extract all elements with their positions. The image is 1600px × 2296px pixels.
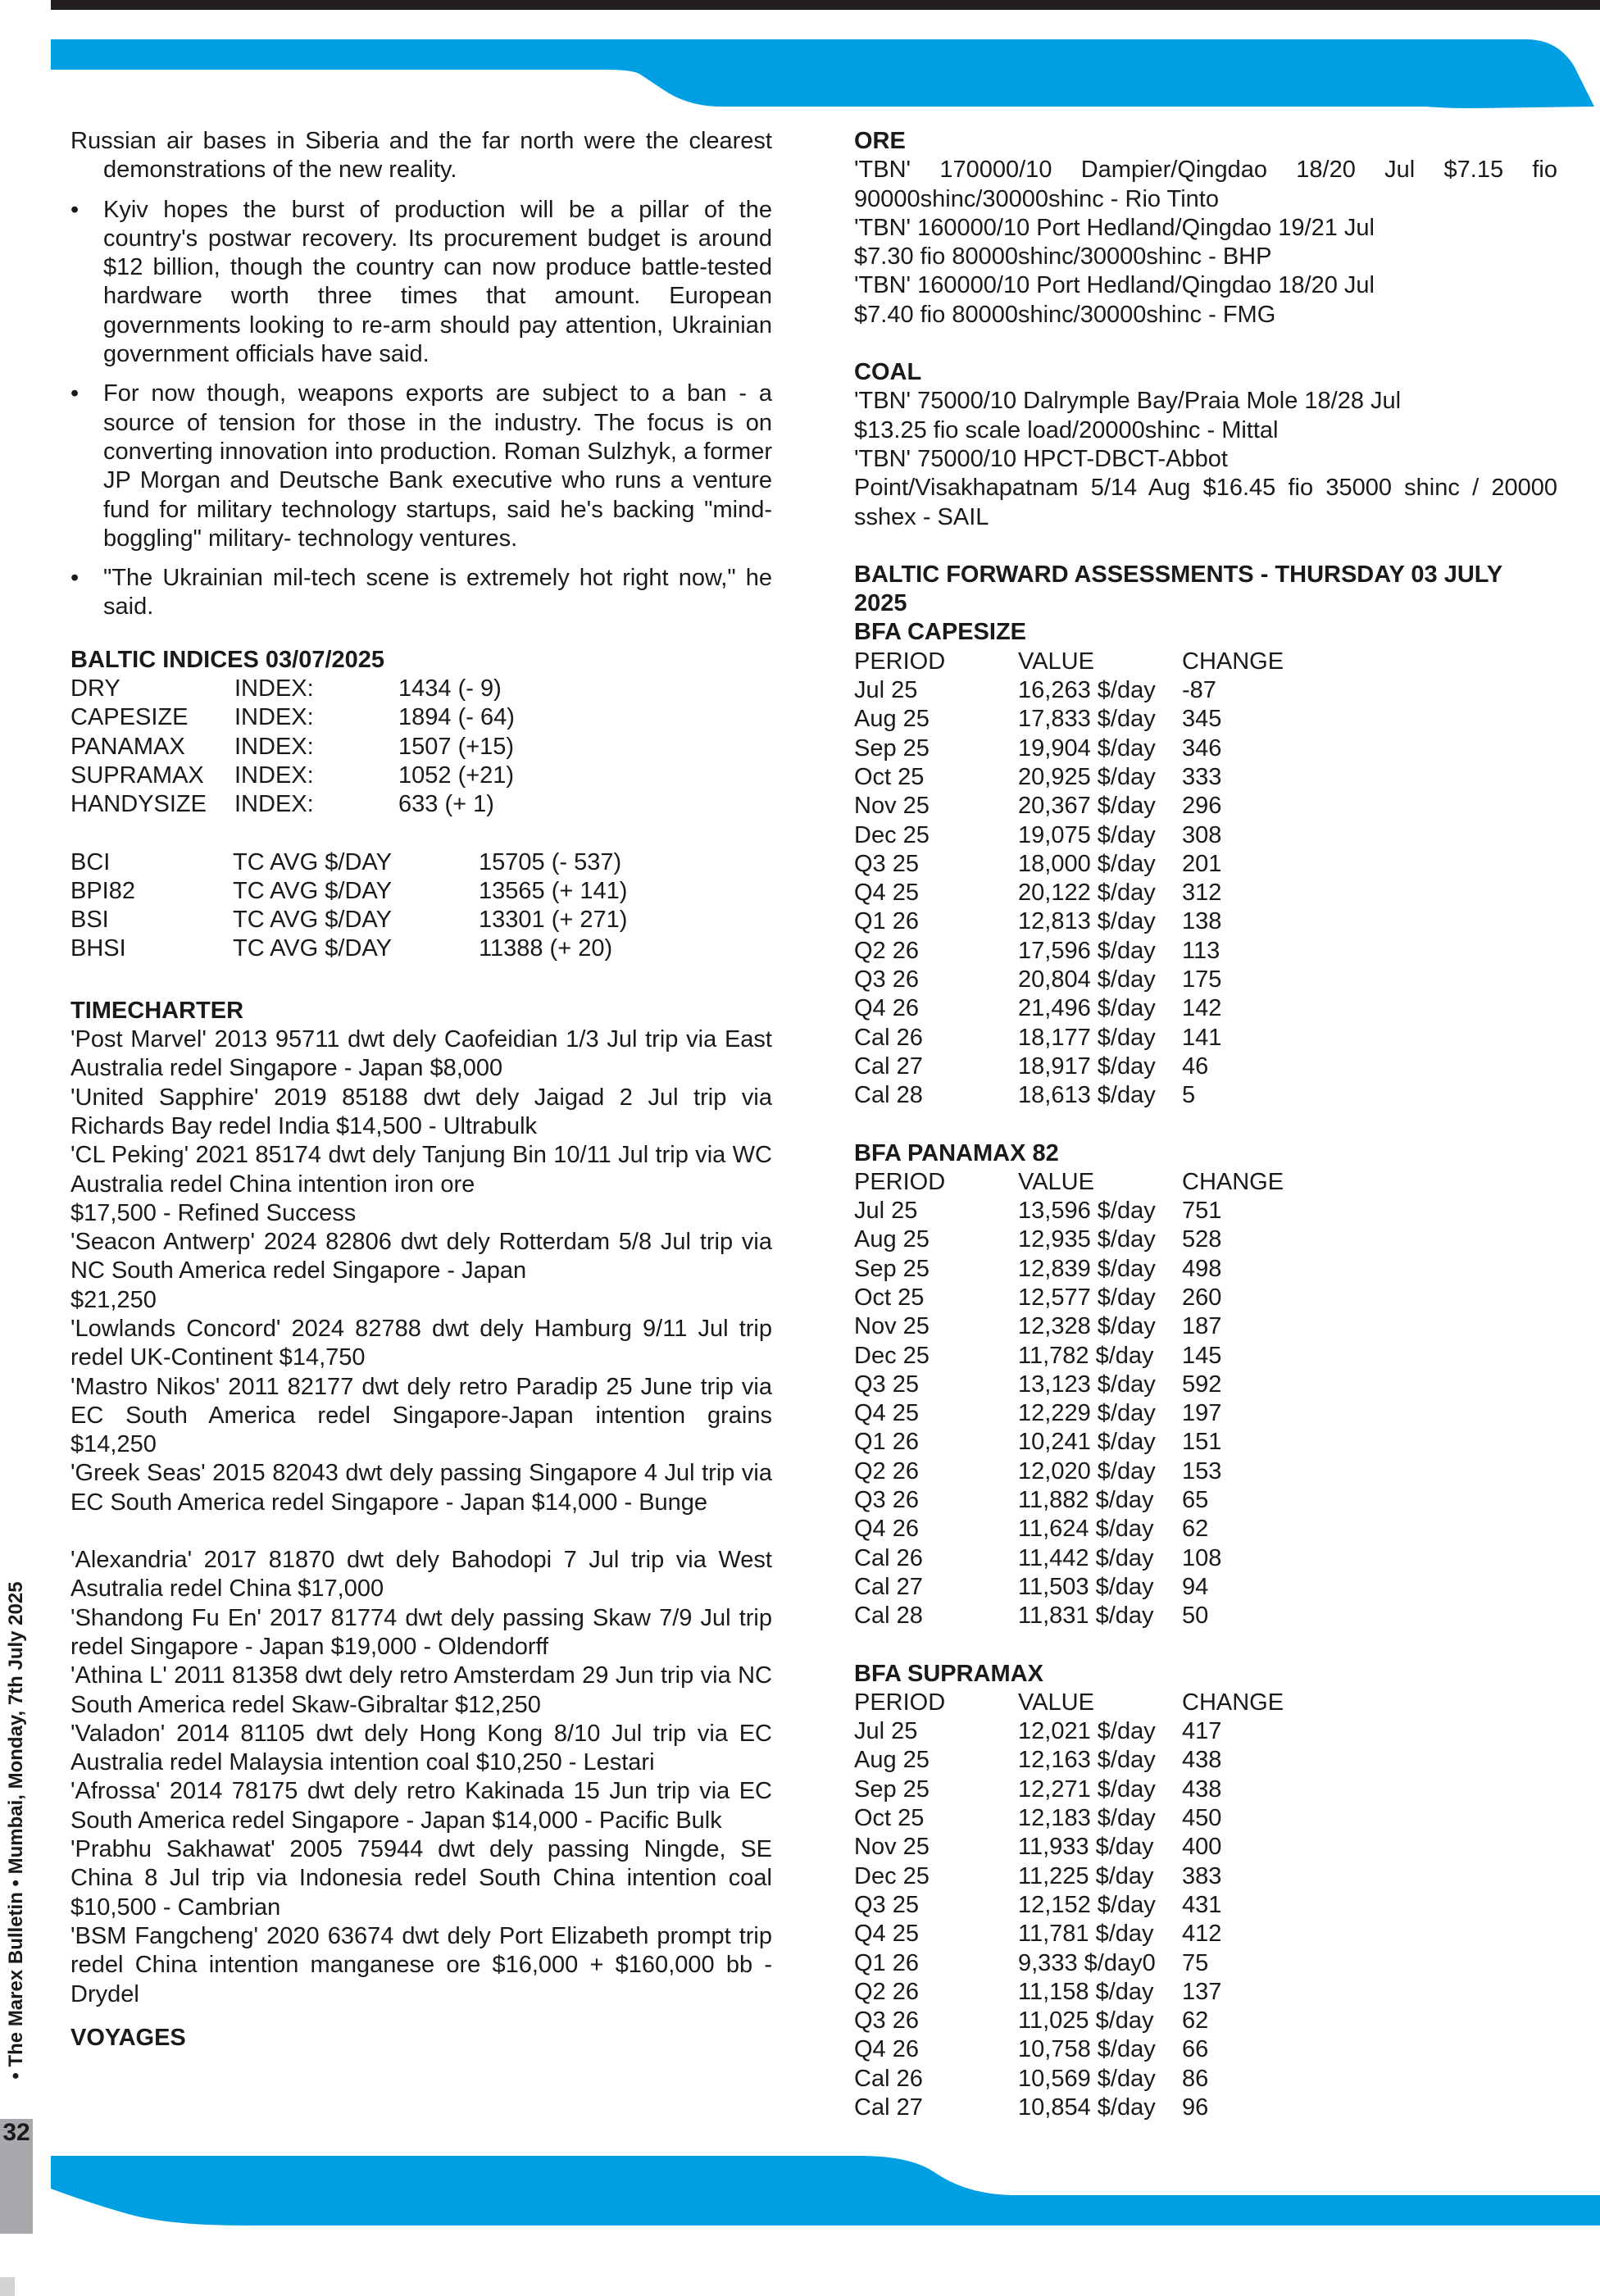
bfa-cell-value: 11,503 $/day [1018, 1573, 1154, 1600]
bfa-cell-value: 13,596 $/day [1018, 1198, 1156, 1225]
coal-line: Point/Visakhapatnam 5/14 Aug $16.45 fio 35000 shinc / 20000 sshex - SAIL [854, 475, 1557, 530]
bfa-cell-change: 96 [1182, 2094, 1209, 2121]
index-name: SUPRAMAX [70, 762, 204, 789]
tc-value: 15705 (- 537) [479, 848, 622, 875]
bfa-cell-change: 438 [1182, 1775, 1222, 1803]
tc-label: TC AVG $/DAY [233, 848, 392, 875]
bfa-header-period: PERIOD [854, 1168, 946, 1195]
footer-band [0, 2148, 1600, 2230]
bfa-cell-period: Jul 25 [854, 677, 918, 704]
bfa-cell-value: 20,804 $/day [1018, 966, 1156, 993]
bfa-cell-value: 18,000 $/day [1018, 850, 1156, 877]
voyages-title: VOYAGES [70, 2024, 186, 2051]
bfa-cell-value: 12,935 $/day [1018, 1226, 1156, 1253]
bfa-cell-value: 11,882 $/day [1018, 1487, 1154, 1514]
bfa-cell-value: 12,163 $/day [1018, 1747, 1156, 1774]
bfa-cell-value: 11,225 $/day [1018, 1862, 1154, 1889]
bfa-cell-value: 11,933 $/day [1018, 1834, 1154, 1861]
bfa-section-title: BFA SUPRAMAX [854, 1660, 1043, 1687]
bfa-cell-period: Q4 25 [854, 1921, 919, 1948]
tc-index-name: BSI [70, 907, 109, 934]
bfa-cell-period: Cal 27 [854, 1053, 923, 1080]
tc-value: 13565 (+ 141) [479, 877, 628, 904]
bfa-cell-change: 138 [1182, 908, 1222, 935]
index-name: PANAMAX [70, 733, 185, 760]
index-value: 1507 (+15) [398, 733, 515, 760]
bfa-cell-value: 12,021 $/day [1018, 1718, 1156, 1745]
bfa-cell-period: Q1 26 [854, 1429, 919, 1456]
timecharter-fixtures [70, 1025, 772, 2009]
bfa-spacer [854, 1111, 1557, 1139]
tc-index-name: BPI82 [70, 877, 135, 904]
bfa-cell-value: 11,781 $/day [1018, 1921, 1154, 1948]
bfa-cell-change: 383 [1182, 1862, 1222, 1889]
bfa-header-change: CHANGE [1182, 1168, 1284, 1195]
bfa-cell-value: 16,263 $/day [1018, 677, 1156, 704]
bfa-cell-change: 346 [1182, 734, 1222, 762]
bfa-cell-value: 10,854 $/day [1018, 2094, 1156, 2121]
bfa-cell-period: Q3 25 [854, 1891, 919, 1918]
bfa-cell-period: Q1 26 [854, 908, 919, 935]
bfa-cell-value: 12,328 $/day [1018, 1313, 1156, 1340]
timecharter-title: TIMECHARTER [70, 997, 244, 1024]
bullet-item: • For now though, weapons exports are subject to a ban - a source of tension for those in the industry. The focus is on converting innovation into production. Roman Sulzhyk, a former JP Morgan and Deutsche Bank executive who runs a venture fund for military technology startups, said he's backing "mind-boggling" military- technology ventures. [70, 380, 772, 553]
bfa-cell-period: Q4 26 [854, 1516, 919, 1543]
bfa-cell-period: Cal 28 [854, 1603, 923, 1630]
bfa-cell-change: 498 [1182, 1255, 1222, 1282]
ore-fixtures [854, 156, 1557, 330]
bfa-spacer [854, 1631, 1557, 1660]
bfa-section-title: BFA PANAMAX 82 [854, 1139, 1059, 1166]
bfa-cell-value: 10,241 $/day [1018, 1429, 1156, 1456]
fixture-spacer [70, 1517, 772, 1546]
fixture-line: 'BSM Fangcheng' 2020 63674 dwt dely Port Elizabeth prompt trip redel China intention manganese ore $16,000 + $160,000 bb - Drydel [70, 1922, 772, 2007]
bfa-cell-period: Oct 25 [854, 763, 925, 790]
bullet-list [70, 196, 772, 622]
bullet-item: • Kyiv hopes the burst of production will be a pillar of the country's postwar recovery. Its procurement budget is around $12 billion, though the country can now produce battle-tested hardware worth three times that amount. European governments looking to re-arm should pay attention, Ukrainian government officials have said. [70, 196, 772, 370]
bfa-title: BALTIC FORWARD ASSESSMENTS - THURSDAY 03 JULY 2025 [854, 561, 1502, 617]
index-label: INDEX: [234, 791, 314, 818]
top-rule [51, 0, 1600, 10]
bfa-cell-change: 312 [1182, 880, 1222, 907]
fixture-line: 'Shandong Fu En' 2017 81774 dwt dely passing Skaw 7/9 Jul trip redel Singapore - Japan $19,000 - Oldendorff [70, 1604, 772, 1660]
left-column [70, 127, 772, 2053]
bfa-cell-change: 65 [1182, 1487, 1209, 1514]
fixture-line: 'Mastro Nikos' 2011 82177 dwt dely retro Paradip 25 June trip via EC South America redel Singapore-Japan intention grains $14,250 [70, 1373, 772, 1458]
bfa-cell-change: 62 [1182, 1516, 1209, 1543]
coal-line: 'TBN' 75000/10 Dalrymple Bay/Praia Mole 18/28 Jul [854, 388, 1402, 415]
index-value: 1894 (- 64) [398, 704, 515, 731]
bfa-cell-change: 137 [1182, 1978, 1222, 2005]
bfa-cell-period: Q2 26 [854, 1457, 919, 1484]
ore-line: 'TBN' 170000/10 Dampier/Qingdao 18/20 Jul $7.15 fio 90000shinc/30000shinc - Rio Tinto [854, 157, 1557, 212]
bfa-cell-value: 17,833 $/day [1018, 706, 1156, 733]
bfa-cell-period: Aug 25 [854, 1226, 930, 1253]
bfa-cell-period: Jul 25 [854, 1198, 918, 1225]
bfa-cell-change: 153 [1182, 1457, 1222, 1484]
coal-fixtures [854, 387, 1557, 531]
bfa-sections [854, 618, 1557, 2122]
fixture-line: 'Afrossa' 2014 78175 dwt dely retro Kakinada 15 Jun trip via EC South America redel Singapore - Japan $14,000 - Pacific Bulk [70, 1778, 772, 1834]
bfa-cell-change: 113 [1182, 937, 1220, 964]
tc-label: TC AVG $/DAY [233, 907, 392, 934]
fixture-line: 'Seacon Antwerp' 2024 82806 dwt dely Rotterdam 5/8 Jul trip via NC South America redel Singapore - Japan [70, 1229, 772, 1284]
tc-label: TC AVG $/DAY [233, 935, 392, 962]
bfa-cell-period: Cal 26 [854, 1544, 923, 1571]
tc-index-name: BCI [70, 848, 111, 875]
bfa-cell-period: Sep 25 [854, 1255, 930, 1282]
bfa-cell-value: 11,025 $/day [1018, 2007, 1154, 2035]
bfa-cell-period: Q4 25 [854, 880, 919, 907]
bfa-cell-change: 260 [1182, 1284, 1222, 1311]
ore-title: ORE [854, 128, 906, 154]
bfa-cell-period: Cal 27 [854, 1573, 923, 1600]
bfa-cell-change: 66 [1182, 2036, 1209, 2063]
bfa-cell-value: 19,075 $/day [1018, 821, 1156, 848]
bfa-cell-value: 12,020 $/day [1018, 1457, 1156, 1484]
coal-line: 'TBN' 75000/10 HPCT-DBCT-Abbot [854, 445, 1228, 472]
bfa-cell-period: Q4 26 [854, 2036, 919, 2063]
bfa-cell-change: 296 [1182, 793, 1222, 820]
bfa-cell-period: Jul 25 [854, 1718, 918, 1745]
bfa-cell-value: 12,229 $/day [1018, 1400, 1156, 1427]
bfa-cell-value: 18,917 $/day [1018, 1053, 1156, 1080]
ore-line: 'TBN' 160000/10 Port Hedland/Qingdao 19/21 Jul [854, 214, 1375, 241]
intro-paragraph: Russian air bases in Siberia and the far north were the clearest demonstrations of the new reality. [70, 128, 772, 184]
tc-value: 11388 (+ 20) [479, 935, 613, 962]
index-value: 1052 (+21) [398, 762, 515, 789]
bfa-cell-change: 145 [1182, 1342, 1222, 1369]
tc-label: TC AVG $/DAY [233, 877, 392, 904]
bfa-cell-period: Dec 25 [854, 1342, 930, 1369]
bfa-cell-change: 175 [1182, 966, 1222, 993]
fixture-line: 'Greek Seas' 2015 82043 dwt dely passing Singapore 4 Jul trip via EC South America redel Singapore - Japan $14,000 - Bunge [70, 1460, 772, 1516]
bfa-cell-change: 751 [1182, 1198, 1222, 1225]
page-number: 32 [2, 2119, 30, 2146]
ore-line: 'TBN' 160000/10 Port Hedland/Qingdao 18/20 Jul [854, 272, 1375, 299]
bfa-cell-change: 592 [1182, 1371, 1222, 1398]
bfa-cell-value: 11,158 $/day [1018, 1978, 1154, 2005]
bfa-cell-period: Sep 25 [854, 734, 930, 762]
bfa-cell-change: 412 [1182, 1921, 1222, 1948]
bfa-header-value: VALUE [1018, 1689, 1094, 1716]
bfa-cell-value: 11,831 $/day [1018, 1603, 1154, 1630]
bfa-cell-value: 18,177 $/day [1018, 1024, 1156, 1051]
corner-mark [0, 2277, 15, 2296]
bfa-cell-change: 528 [1182, 1226, 1222, 1253]
bfa-cell-period: Q3 25 [854, 1371, 919, 1398]
fixture-line: 'Athina L' 2011 81358 dwt dely retro Amsterdam 29 Jun trip via NC South America redel Skaw-Gibraltar $12,250 [70, 1662, 772, 1718]
fixture-line: 'Valadon' 2014 81105 dwt dely Hong Kong 8/10 Jul trip via EC Australia redel Malaysia intention coal $10,250 - Lestari [70, 1720, 772, 1776]
bfa-cell-period: Q4 25 [854, 1400, 919, 1427]
bfa-cell-value: 20,925 $/day [1018, 763, 1156, 790]
bfa-cell-period: Q3 26 [854, 1487, 919, 1514]
right-column [854, 127, 1557, 2122]
index-name: DRY [70, 675, 120, 702]
fixture-line: $17,500 - Refined Success [70, 1199, 357, 1226]
index-label: INDEX: [234, 762, 314, 789]
tc-value: 13301 (+ 271) [479, 907, 628, 934]
bfa-cell-change: 46 [1182, 1053, 1209, 1080]
index-name: CAPESIZE [70, 704, 189, 731]
bfa-cell-change: 400 [1182, 1834, 1222, 1861]
bfa-cell-period: Cal 28 [854, 1082, 923, 1109]
bfa-cell-change: 333 [1182, 763, 1222, 790]
bfa-cell-period: Q1 26 [854, 1949, 919, 1976]
bfa-header-change: CHANGE [1182, 648, 1284, 675]
bfa-header-value: VALUE [1018, 648, 1094, 675]
bfa-table [854, 1689, 1557, 2122]
index-value: 1434 (- 9) [398, 675, 502, 702]
baltic-indices-table [70, 675, 772, 819]
bfa-cell-value: 11,782 $/day [1018, 1342, 1154, 1369]
bfa-cell-value: 13,123 $/day [1018, 1371, 1156, 1398]
bfa-cell-change: 142 [1182, 995, 1222, 1022]
bfa-cell-change: 141 [1182, 1024, 1222, 1051]
header-band [0, 33, 1600, 115]
bfa-cell-value: 10,569 $/day [1018, 2065, 1156, 2092]
bfa-table [854, 648, 1557, 1111]
bfa-cell-value: 10,758 $/day [1018, 2036, 1156, 2063]
bfa-cell-value: 11,624 $/day [1018, 1516, 1154, 1543]
bfa-cell-change: 94 [1182, 1573, 1209, 1600]
bfa-header-value: VALUE [1018, 1168, 1094, 1195]
bfa-cell-change: 86 [1182, 2065, 1209, 2092]
bfa-cell-period: Cal 26 [854, 2065, 923, 2092]
bfa-cell-period: Q3 26 [854, 966, 919, 993]
bfa-cell-period: Aug 25 [854, 706, 930, 733]
bfa-cell-value: 12,152 $/day [1018, 1891, 1156, 1918]
bfa-cell-period: Dec 25 [854, 1862, 930, 1889]
bfa-cell-change: 62 [1182, 2007, 1209, 2035]
bfa-cell-period: Nov 25 [854, 1834, 930, 1861]
bfa-cell-period: Cal 27 [854, 2094, 923, 2121]
bfa-cell-value: 12,577 $/day [1018, 1284, 1156, 1311]
bullet-item: • "The Ukrainian mil-tech scene is extremely hot right now," he said. [70, 564, 772, 622]
bfa-cell-period: Q4 26 [854, 995, 919, 1022]
fixture-line: 'United Sapphire' 2019 85188 dwt dely Jaigad 2 Jul trip via Richards Bay redel India $14,500 - Ultrabulk [70, 1084, 772, 1139]
bfa-cell-value: 11,442 $/day [1018, 1544, 1154, 1571]
index-label: INDEX: [234, 675, 314, 702]
bfa-cell-value: 19,904 $/day [1018, 734, 1156, 762]
bfa-cell-period: Q3 25 [854, 850, 919, 877]
index-label: INDEX: [234, 704, 314, 731]
spine-text: • The Marex Bulletin • Mumbai, Monday, 7th July 2025 [5, 1581, 27, 2080]
bfa-cell-period: Q3 26 [854, 2007, 919, 2035]
fixture-line: 'Alexandria' 2017 81870 dwt dely Bahodopi 7 Jul trip via West Asutralia redel China $17,000 [70, 1547, 772, 1603]
fixture-line: 'CL Peking' 2021 85174 dwt dely Tanjung Bin 10/11 Jul trip via WC Australia redel China intention iron ore [70, 1142, 772, 1198]
index-name: HANDYSIZE [70, 791, 207, 818]
index-value: 633 (+ 1) [398, 791, 494, 818]
bfa-cell-period: Nov 25 [854, 1313, 930, 1340]
fixture-line: 'Prabhu Sakhawat' 2005 75944 dwt dely passing Ningde, SE China 8 Jul trip via Indonesia redel South China intention coal $10,500 - Cambrian [70, 1836, 772, 1921]
bfa-cell-change: 50 [1182, 1603, 1209, 1630]
baltic-indices-title: BALTIC INDICES 03/07/2025 [70, 646, 385, 673]
bfa-cell-change: 438 [1182, 1747, 1222, 1774]
bfa-cell-change: 197 [1182, 1400, 1222, 1427]
bfa-cell-change: 201 [1182, 850, 1222, 877]
bfa-section-title: BFA CAPESIZE [854, 619, 1027, 646]
bfa-cell-value: 9,333 $/day0 [1018, 1949, 1156, 1976]
bfa-cell-value: 12,839 $/day [1018, 1255, 1156, 1282]
bfa-cell-change: 431 [1182, 1891, 1222, 1918]
bfa-cell-value: 12,183 $/day [1018, 1805, 1156, 1832]
bfa-cell-period: Nov 25 [854, 793, 930, 820]
spine-credit [0, 1544, 33, 2117]
fixture-line: $21,250 [70, 1286, 157, 1313]
bfa-cell-change: 308 [1182, 821, 1222, 848]
bfa-cell-change: -87 [1182, 677, 1216, 704]
bfa-cell-value: 21,496 $/day [1018, 995, 1156, 1022]
bfa-header-change: CHANGE [1182, 1689, 1284, 1716]
bfa-cell-change: 5 [1182, 1082, 1196, 1109]
bfa-cell-value: 12,813 $/day [1018, 908, 1156, 935]
bfa-cell-value: 17,596 $/day [1018, 937, 1156, 964]
bfa-cell-value: 20,122 $/day [1018, 880, 1156, 907]
bfa-table [854, 1168, 1557, 1631]
bfa-cell-change: 187 [1182, 1313, 1222, 1340]
bfa-cell-change: 108 [1182, 1544, 1222, 1571]
bfa-cell-value: 12,271 $/day [1018, 1775, 1156, 1803]
bfa-cell-period: Aug 25 [854, 1747, 930, 1774]
bfa-cell-period: Dec 25 [854, 821, 930, 848]
bfa-cell-period: Oct 25 [854, 1805, 925, 1832]
ore-line: $7.30 fio 80000shinc/30000shinc - BHP [854, 243, 1272, 271]
bfa-cell-change: 345 [1182, 706, 1222, 733]
bfa-cell-value: 20,367 $/day [1018, 793, 1156, 820]
fixture-line: 'Lowlands Concord' 2024 82788 dwt dely Hamburg 9/11 Jul trip redel UK-Continent $14,750 [70, 1315, 772, 1371]
bfa-cell-change: 151 [1182, 1429, 1222, 1456]
fixture-line: 'Post Marvel' 2013 95711 dwt dely Caofeidian 1/3 Jul trip via East Australia redel Singapore - Japan $8,000 [70, 1026, 772, 1082]
bfa-cell-period: Sep 25 [854, 1775, 930, 1803]
bfa-cell-period: Cal 26 [854, 1024, 923, 1051]
bfa-cell-change: 450 [1182, 1805, 1222, 1832]
tc-index-name: BHSI [70, 935, 126, 962]
bfa-cell-period: Q2 26 [854, 937, 919, 964]
coal-title: COAL [854, 359, 922, 386]
ore-line: $7.40 fio 80000shinc/30000shinc - FMG [854, 301, 1276, 328]
bfa-cell-change: 417 [1182, 1718, 1222, 1745]
bfa-cell-change: 75 [1182, 1949, 1209, 1976]
bfa-header-period: PERIOD [854, 648, 946, 675]
bfa-cell-value: 18,613 $/day [1018, 1082, 1156, 1109]
bfa-cell-period: Q2 26 [854, 1978, 919, 2005]
index-label: INDEX: [234, 733, 314, 760]
bfa-cell-period: Oct 25 [854, 1284, 925, 1311]
tc-average-table [70, 848, 772, 964]
bfa-header-period: PERIOD [854, 1689, 946, 1716]
coal-line: $13.25 fio scale load/20000shinc - Mittal [854, 416, 1279, 443]
